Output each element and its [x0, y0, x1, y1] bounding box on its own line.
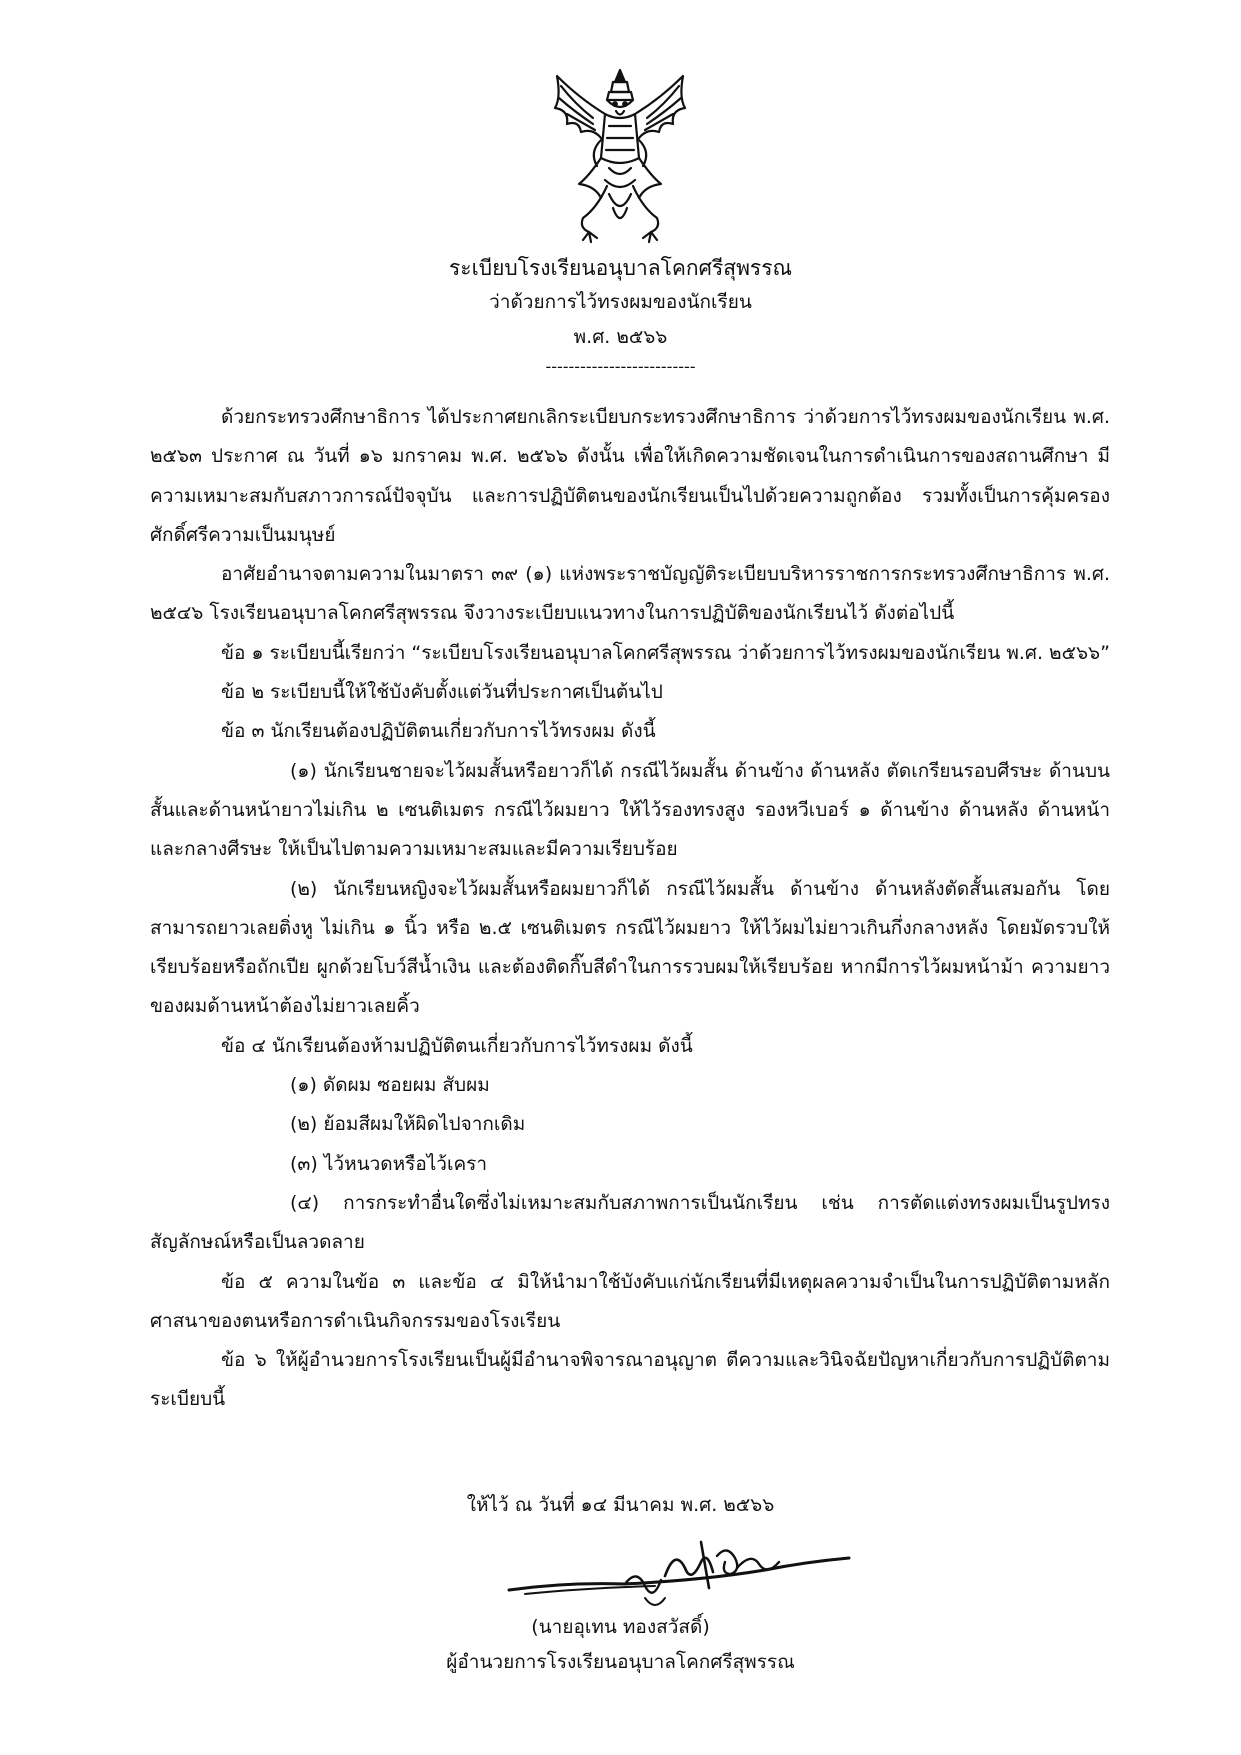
- document-subtitle: ว่าด้วยการไว้ทรงผมของนักเรียน: [489, 291, 752, 313]
- clause-4-item-3: (๓) ไว้หนวดหรือไว้เครา: [290, 1152, 488, 1175]
- signatory-name: (นายอุเทน ทองสวัสดิ์): [531, 1616, 710, 1638]
- clause-2: ข้อ ๒ ระเบียบนี้ให้ใช้บังคับตั้งแต่วันที่ประกาศเป็นต้นไป: [221, 681, 663, 704]
- clause-4-item-2: (๒) ย้อมสีผมให้ผิดไปจากเดิม: [290, 1113, 526, 1136]
- preamble-paragraph-2: อาศัยอำนาจตามความในมาตรา ๓๙ (๑) แห่งพระราชบัญญัติระเบียบบริหารราชการกระทรวงศึกษาธิการ พ.ศ. ๒๕๔๖ โรงเรียนอนุบาลโคกศรีสุพรรณ จึงวางระเบียบแนวทางในการปฏิบัติของนักเรียนไว้ ดังต่อไปนี้: [150, 563, 1110, 625]
- signing-date: ให้ไว้ ณ วันที่ ๑๔ มีนาคม พ.ศ. ๒๕๖๖: [466, 1494, 775, 1516]
- clause-3-item-1: (๑) นักเรียนชายจะไว้ผมสั้นหรือยาวก็ได้ กรณีไว้ผมสั้น ด้านข้าง ด้านหลัง ตัดเกรียนรอบศีรษะ ด้านบนสั้นและด้านหน้ายาวไม่เกิน ๒ เซนติเมตร กรณีไว้ผมยาว ให้ไว้รองทรงสูง รองหวีเบอร์ ๑ ด้านข้าง ด้านหลัง ด้านหน้า และกลางศีรษะ ให้เป็นไปตามความเหมาะสมและมีความเรียบร้อย: [150, 759, 1110, 861]
- document-year: พ.ศ. ๒๕๖๖: [573, 326, 668, 348]
- clause-1: ข้อ ๑ ระเบียบนี้เรียกว่า “ระเบียบโรงเรียนอนุบาลโคกศรีสุพรรณ ว่าด้วยการไว้ทรงผมของนักเรียน พ.ศ. ๒๕๖๖”: [221, 641, 1110, 664]
- clause-5: ข้อ ๕ ความในข้อ ๓ และข้อ ๔ มิให้นำมาใช้บังคับแก่นักเรียนที่มีเหตุผลความจำเป็นในการปฏิบัติตามหลักศาสนาของตนหรือการดำเนินกิจกรรมของโรงเรียน: [150, 1270, 1110, 1332]
- title-divider: --------------------------: [545, 357, 696, 376]
- clause-4-item-1: (๑) ดัดผม ซอยผม สับผม: [290, 1074, 490, 1097]
- preamble-paragraph-1: ด้วยกระทรวงศึกษาธิการ ได้ประกาศยกเลิกระเบียบกระทรวงศึกษาธิการ ว่าด้วยการไว้ทรงผมของนักเรียน พ.ศ. ๒๕๖๓ ประกาศ ณ วันที่ ๑๖ มกราคม พ.ศ. ๒๕๖๖ ดังนั้น เพื่อให้เกิดความชัดเจนในการดำเนินการของสถานศึกษา มีความเหมาะสมกับสภาวการณ์ปัจจุบัน และการปฏิบัติตนของนักเรียนเป็นไปด้วยความถูกต้อง รวมทั้งเป็นการคุ้มครองศักดิ์ศรีความเป็นมนุษย์: [150, 406, 1110, 546]
- clause-4-item-4: (๔) การกระทำอื่นใดซึ่งไม่เหมาะสมกับสภาพการเป็นนักเรียน เช่น การตัดแต่งทรงผมเป็นรูปทรงสัญลักษณ์หรือเป็นลวดลาย: [150, 1191, 1110, 1254]
- garuda-emblem-icon: [549, 68, 691, 246]
- signatory-position: ผู้อำนวยการโรงเรียนอนุบาลโคกศรีสุพรรณ: [446, 1651, 795, 1673]
- clause-3: ข้อ ๓ นักเรียนต้องปฏิบัติตนเกี่ยวกับการไว้ทรงผม ดังนี้: [221, 720, 656, 743]
- clause-3-item-2: (๒) นักเรียนหญิงจะไว้ผมสั้นหรือผมยาวก็ได้ กรณีไว้ผมสั้น ด้านข้าง ด้านหลังตัดสั้นเสมอกัน โดยสามารถยาวเลยติ่งหู ไม่เกิน ๑ นิ้ว หรือ ๒.๕ เซนติเมตร กรณีไว้ผมยาว ให้ไว้ผมไม่ยาวเกินกึ่งกลางหลัง โดยมัดรวบให้เรียบร้อยหรือถักเปีย ผูกด้วยโบว์สีน้ำเงิน และต้องติดกิ๊บสีดำในการรวบผมให้เรียบร้อย หากมีการไว้ผมหน้าม้า ความยาวของผมด้านหน้าต้องไม่ยาวเลยคิ้ว: [150, 877, 1110, 1018]
- document-title: ระเบียบโรงเรียนอนุบาลโคกศรีสุพรรณ: [449, 256, 792, 280]
- regulation-body: [150, 398, 1110, 1420]
- clause-6: ข้อ ๖ ให้ผู้อำนวยการโรงเรียนเป็นผู้มีอำนาจพิจารณาอนุญาต ตีความและวินิจฉัยปัญหาเกี่ยวกับการปฏิบัติตามระเบียบนี้: [150, 1349, 1110, 1411]
- handwritten-signature-icon: [505, 1528, 855, 1612]
- clause-4: ข้อ ๔ นักเรียนต้องห้ามปฏิบัติตนเกี่ยวกับการไว้ทรงผม ดังนี้: [221, 1034, 693, 1057]
